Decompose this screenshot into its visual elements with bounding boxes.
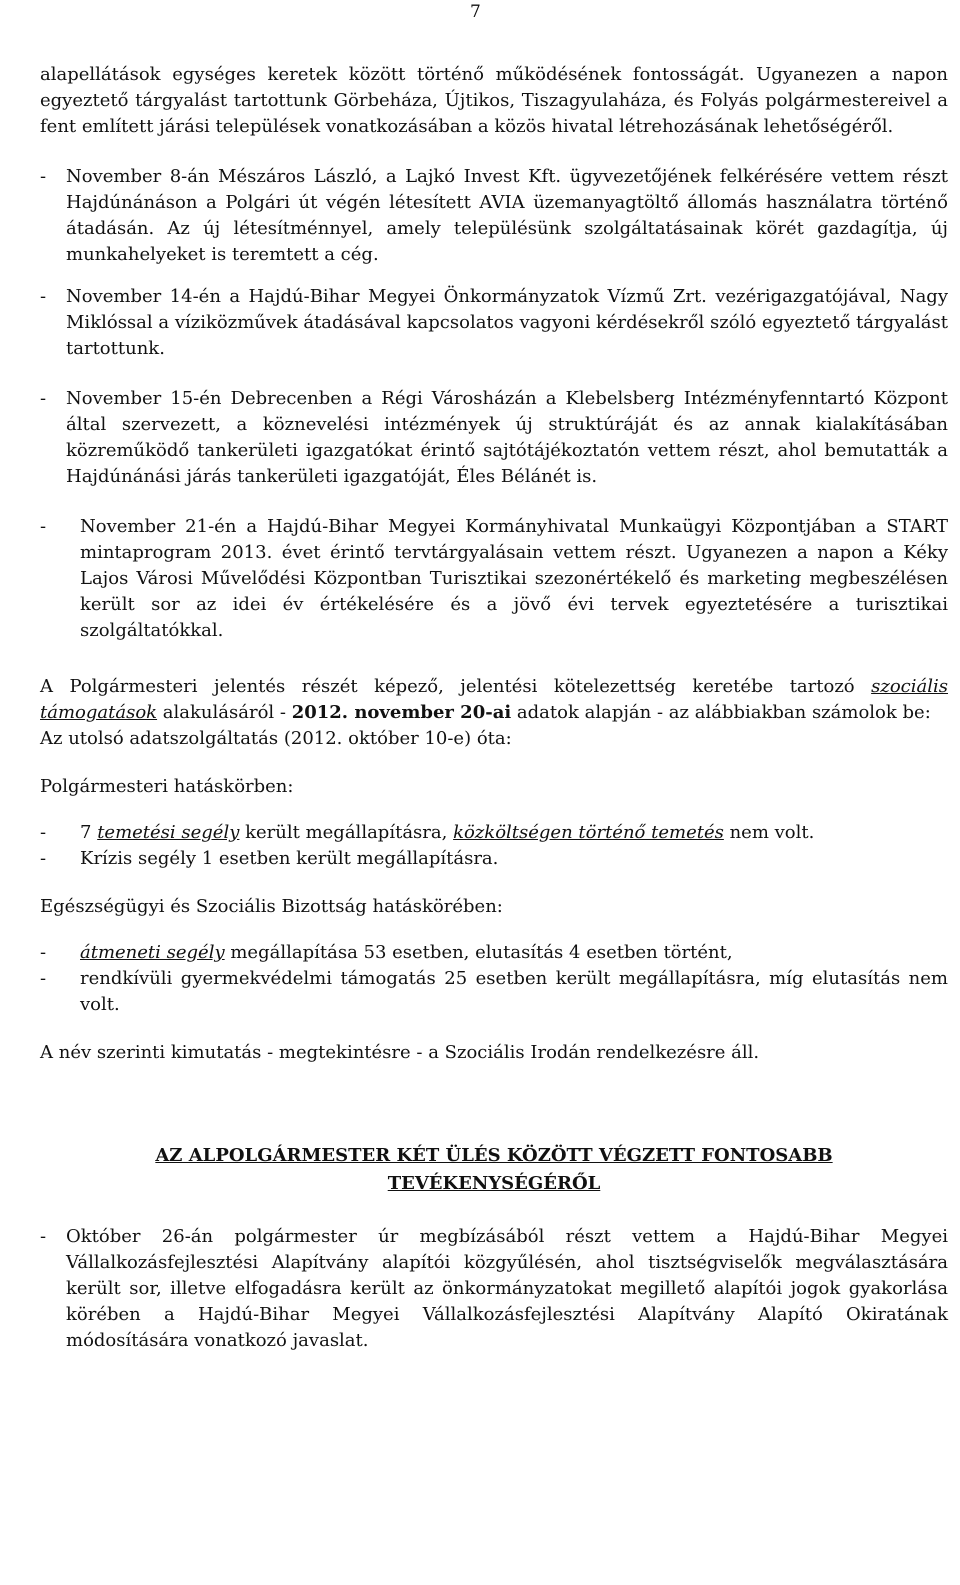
list-item [40, 1224, 948, 1354]
intro-paragraph: alapellátások egységes keretek között történő működésének fontosságát. Ugyanezen a napon egyeztető tárgyalást tartottunk Görbeháza, Újtikos, Tiszagyulaháza, és Folyás polgármestereivel a fent említett járási települések vonatkozásában a közös hivatal létrehozásának lehetőségéről. [40, 64, 948, 137]
list-dash: - [40, 1226, 47, 1247]
list-item: - rendkívüli gyermekvédelmi támogatás 25 esetben került megállapításra, míg elutasítás nem volt. [40, 966, 948, 1018]
last-report-line: Az utolsó adatszolgáltatás (2012. október 10-e) óta: [40, 728, 512, 749]
list-dash: - [40, 286, 47, 307]
list-dash: - [40, 848, 47, 869]
list-item: - Krízis segély 1 esetben került megállapításra. [40, 846, 948, 872]
list-dash: - [40, 822, 47, 843]
list-item: - átmeneti segély megállapítása 53 esetben, elutasítás 4 esetben történt, [40, 940, 948, 966]
section-heading: AZ ALPOLGÁRMESTER KÉT ÜLÉS KÖZÖTT VÉGZETT FONTOSABB [155, 1145, 833, 1166]
list-item-text: November 15-én Debrecenben a Régi Városházán a Klebelsberg Intézményfenntartó Központ által szervezett, a köznevelési intézmények új struktúráját és az annak kialakításában közreműködő tankerületi igazgatókat érintő sajtótájékoztatón vettem részt, ahol bemutatták a Hajdúnánási járás tankerületi igazgatóját, Éles Bélánét is. [66, 388, 948, 487]
section-heading-line2: TEVÉKENYSÉGÉRŐL [387, 1173, 601, 1194]
committee-authority-heading: Egészségügyi és Szociális Bizottság hatáskörében: [40, 896, 503, 917]
list-item [40, 164, 948, 268]
page-number: 7 [470, 2, 481, 22]
list-dash: - [40, 166, 47, 187]
list-item-text: Október 26-án polgármester úr megbízásából részt vettem a Hajdú-Bihar Megyei Vállalkozásfejlesztési Alapítvány alapítói közgyűlésén, ahol tisztségviselők megválasztására került sor, illetve elfogadásra került az önkormányzatokat megillető alapítói jogok gyakorlása körében a Hajdú-Bihar Megyei Vállalkozásfejlesztési Alapítvány Alapító Okiratának módosítására vonatkozó javaslat. [66, 1226, 948, 1351]
list-dash: - [40, 942, 47, 963]
list-item: - 7 temetési segély került megállapításra, közköltségen történő temetés nem volt. [40, 820, 948, 846]
social-report-intro: A Polgármesteri jelentés részét képező, jelentési kötelezettség keretébe tartozó szociális támogatások alakulásáról - 2012. november 20-ai adatok alapján - az alábbiakban számolok be: [40, 676, 948, 723]
list-dash: - [40, 388, 47, 409]
list-item [40, 514, 948, 644]
list-item [40, 386, 948, 490]
closing-note: A név szerinti kimutatás - megtekintésre - a Szociális Irodán rendelkezésre áll. [40, 1042, 760, 1063]
list-dash: - [40, 968, 47, 989]
list-item-text: November 8-án Mészáros László, a Lajkó Invest Kft. ügyvezetőjének felkérésére vettem részt Hajdúnánáson a Polgári út végén létesített AVIA üzemanyagtöltő állomás használatra történő átadásán. Az új létesítménnyel, amely településünk szolgáltatásainak körét gazdagítja, új munkahelyeket is teremtett a cég. [66, 166, 948, 265]
list-dash: - [40, 516, 47, 537]
mayor-authority-heading: Polgármesteri hatáskörben: [40, 776, 294, 797]
list-item-text: November 14-én a Hajdú-Bihar Megyei Önkormányzatok Vízmű Zrt. vezérigazgatójával, Nagy Miklóssal a víziközművek átadásával kapcsolatos vagyoni kérdésekről szóló egyeztető tárgyalást tartottunk. [66, 286, 948, 359]
document-body [40, 62, 948, 1354]
list-item-text: November 21-én a Hajdú-Bihar Megyei Kormányhivatal Munkaügyi Központjában a START mintaprogram 2013. évet érintő tervtárgyalásain vettem részt. Ugyanezen a napon a Kéky Lajos Városi Művelődési Központban Turisztikai szezonértékelő és marketing megbeszélésen került sor az idei év értékelésére és a jövő évi tervek egyeztetésére a turisztikai szolgáltatókkal. [80, 516, 948, 641]
list-item [40, 284, 948, 362]
